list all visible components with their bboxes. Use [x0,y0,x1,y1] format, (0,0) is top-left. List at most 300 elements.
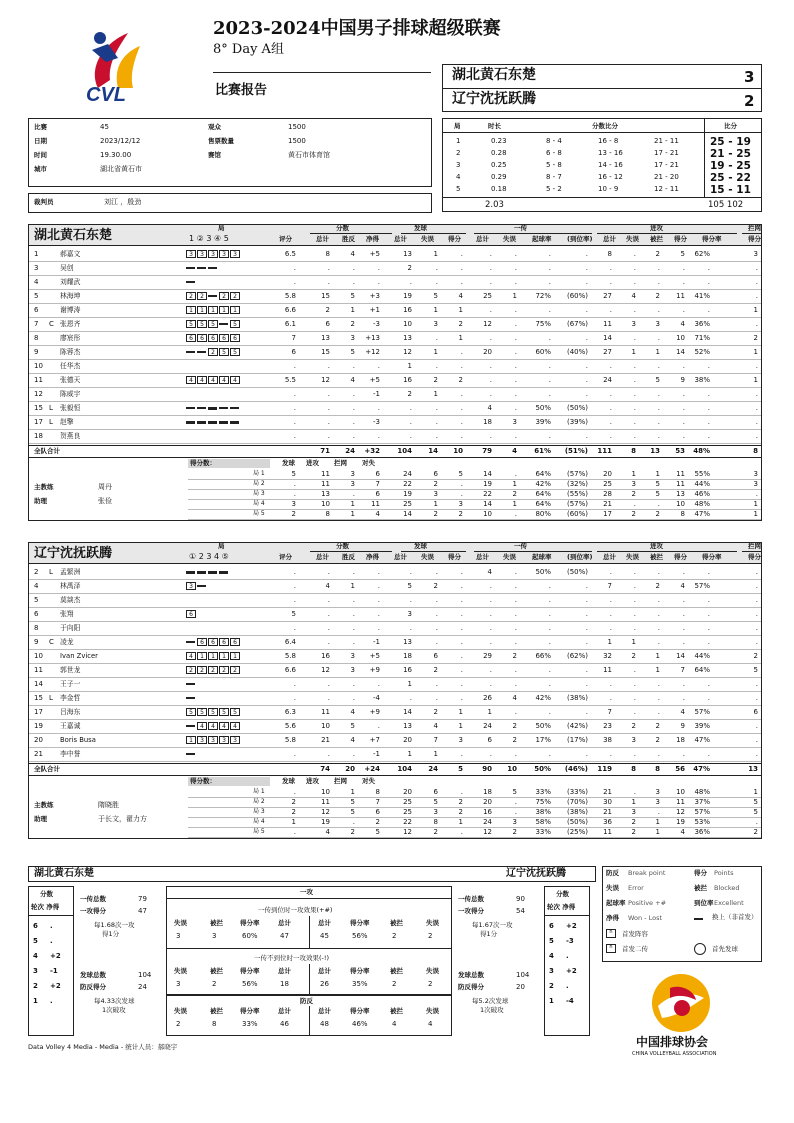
position-box: 1 [197,652,207,660]
bd-value: 14 [483,470,492,478]
stat-value: . [609,694,612,702]
player-number: 14 [34,680,43,688]
player-number: 11 [34,376,43,384]
stat-value: . [460,596,463,604]
stat-value: +9 [369,708,380,716]
rating: 7 [291,334,296,342]
stat-value: 14 [676,348,685,356]
legend-desc: 首先发球 [712,945,738,953]
stat-value: . [633,404,636,412]
stat-value: 39% [694,722,710,730]
rating: 5.6 [284,722,296,730]
position-box: 3 [230,250,240,258]
stat-value: 3 [350,666,355,674]
stat-value: . [435,568,438,576]
player-number: 17 [34,708,43,716]
bd-value: 3 [655,788,660,796]
stat-value: (67%) [566,320,588,328]
player-name: Boris Busa [60,736,96,744]
stat-value: . [707,362,710,370]
breakpoint-note: 每5.2次发球 [472,997,509,1005]
player-number: 8 [34,624,39,632]
stat-value: 2 [631,722,636,730]
team-total-value: 24 [428,765,438,773]
serve-total-label: 发球总数 [80,971,106,979]
team-total-value: 71 [320,447,330,455]
stat-value: 38% [694,376,710,384]
stat-value: . [409,694,412,702]
stat-value: 3 [433,320,438,328]
head-coach-name: 隋晓胜 [98,801,119,809]
bd-value: 3 [631,480,636,488]
reception-header: 一传 [514,542,527,550]
stat-value: 13 [403,334,412,342]
stat-value: 2 [407,390,412,398]
stat-value: . [352,694,355,702]
stat-value: . [548,666,551,674]
stat-value: 1 [753,376,758,384]
info-value: 45 [100,123,109,131]
player-name: 贺燕良 [60,432,81,440]
set-duration: 0.28 [491,149,507,157]
bd-value: 2 [631,818,636,826]
stat-value: 1 [433,250,438,258]
stat-value: 2 [655,250,660,258]
position-box: 4 [219,376,229,384]
stat-value: . [514,596,517,604]
stat-value: 72% [535,292,551,300]
legend-desc: 首发阵容 [622,930,648,938]
info-label: 售票数量 [208,137,234,145]
bd-value: 3 [631,808,636,816]
stat-value: . [682,432,685,440]
stat-value: 1 [433,306,438,314]
efficiency-col: 得分率 [240,967,260,975]
stat-value: . [460,418,463,426]
stat-value: . [707,596,710,604]
stat-value: 1 [350,582,355,590]
efficiency-col: 总计 [278,967,291,975]
stat-value: (17%) [566,736,588,744]
partial-8: 5 - 8 [546,161,562,169]
total-points: 105 102 [708,200,744,210]
rating: . [293,432,296,440]
cva-name: 中国排球协会 [636,1035,709,1049]
stat-value: . [609,278,612,286]
bd-value: 22 [403,480,412,488]
stat-value: -1 [373,750,380,758]
team-total-value: 74 [320,765,330,773]
rotation-number: 3 [549,967,554,975]
stat-value: (38%) [566,694,588,702]
bd-value: (25%) [566,828,588,836]
stat-value: . [609,750,612,758]
stat-value: . [489,582,492,590]
serve-header: 发球 [414,542,427,550]
bd-value: 36 [603,818,612,826]
rating: 5 [291,610,296,618]
bd-value: 5 [655,480,660,488]
bd-serve: 3 [291,500,296,508]
stat-value: 2 [655,722,660,730]
assistant-name: 张俭 [98,497,112,505]
player-name: 张翔 [60,610,74,618]
stat-value: . [327,750,330,758]
team-total-value: 10 [453,447,463,455]
stat-value: 2 [753,334,758,342]
stat-value: 3 [753,250,758,258]
player-number: 8 [34,334,39,342]
serve-total-label: 发球总数 [458,971,484,979]
stat-value: +12 [365,348,380,356]
position-box: 3 [186,582,196,590]
stat-value: 2 [655,736,660,744]
rating: 6.1 [284,320,296,328]
set-score: 25 - 22 [710,172,751,184]
bd-attack: 10 [321,500,330,508]
position-box: 5 [197,708,207,716]
set-duration: 0.29 [491,173,507,181]
stat-value: -3 [373,320,380,328]
rating: . [293,404,296,412]
breakdown-header: 对失 [362,459,375,467]
bd-value: . [514,510,517,518]
stat-value: 11 [603,666,612,674]
rotation-number: 6 [33,922,38,930]
bd-attack: 13 [321,490,330,498]
bd-serve: . [293,828,296,836]
rotation-title: 分数 [40,890,53,898]
set-number: 3 [456,161,461,169]
stat-value: . [514,390,517,398]
stat-value: . [657,278,660,286]
score-col-header: 比分 [724,122,737,130]
stat-value: 4 [487,568,492,576]
bd-value: 12 [676,808,685,816]
bd-value: 20 [403,788,412,796]
stat-value: 13 [321,334,330,342]
stat-value: 1 [433,348,438,356]
stat-value: . [489,264,492,272]
stat-value: . [633,264,636,272]
partial-16: 16 - 12 [598,173,623,181]
points-by-set-label: 得分数： [188,459,270,468]
bd-value: 2 [512,490,517,498]
total-time: 2.03 [485,200,504,210]
stat-value: 4 [512,694,517,702]
efficiency-value: 46% [352,1020,368,1028]
rule [166,898,452,899]
stat-value: . [548,362,551,370]
bottom-away-name: 辽宁沈抚跃腾 [506,868,566,879]
bd-value: 19 [403,490,412,498]
stat-value: 36% [694,320,710,328]
stat-value: . [352,432,355,440]
team-total-value: 20 [345,765,355,773]
stat-value: . [657,306,660,314]
efficiency-value: 3 [176,980,181,988]
stat-value: +5 [369,250,380,258]
stat-value: . [585,638,588,646]
bd-value: 22 [483,490,492,498]
bd-value: 3 [655,798,660,806]
rotation-number: 2 [549,982,554,990]
breakdown-header: 拦网 [334,459,347,467]
position-box: 4 [208,376,218,384]
stat-value: . [489,278,492,286]
efficiency-value: 45 [320,932,329,940]
stat-value: 1 [753,306,758,314]
bd-value: 2 [512,828,517,836]
stat-value: 3 [350,652,355,660]
stat-value: . [755,638,758,646]
rotation-number: 4 [549,952,554,960]
stat-value: . [548,278,551,286]
bd-value: 2 [631,828,636,836]
legend-term: 到位率 [694,899,714,907]
bd-value: 1 [631,798,636,806]
stat-value: . [489,624,492,632]
player-number: 6 [34,610,39,618]
stat-value: 3 [512,418,517,426]
sideout-points: 47 [138,907,147,915]
stat-value: 6 [487,736,492,744]
position-box: 3 [230,736,240,744]
efficiency-value: 8 [212,1020,217,1028]
efficiency-col: 得分率 [240,919,260,927]
referee-box [28,193,432,213]
rotation-value: +2 [50,952,61,960]
stat-value: . [460,666,463,674]
player-name: 王子一 [60,680,81,688]
stat-value: 4 [350,250,355,258]
rating: . [293,362,296,370]
perfect-reception-title: 一传到位时一攻效果(+#) [258,906,333,914]
stat-value: 1 [607,638,612,646]
team-total-value: 24 [345,447,355,455]
efficiency-value: 56% [242,980,258,988]
stat-value: . [409,404,412,412]
rating: . [293,278,296,286]
stat-value: . [548,596,551,604]
stat-value: . [657,680,660,688]
bd-value: 25 [403,500,412,508]
stat-value: . [707,418,710,426]
position-box: 2 [219,666,229,674]
stat-value: . [327,568,330,576]
stat-value: 11 [676,292,685,300]
position-box: 2 [208,666,218,674]
bd-value: 44% [694,480,710,488]
position-box: 5 [219,348,229,356]
stat-value: . [548,708,551,716]
info-value: 2023/12/12 [100,137,141,145]
column-header: 总计 [316,553,329,561]
stat-value: . [707,390,710,398]
assistant-label: 助理 [34,815,47,823]
stat-value: 16 [403,376,412,384]
stat-value: 57% [694,708,710,716]
stat-value: . [489,610,492,618]
stat-value: . [409,418,412,426]
bd-value: 11 [676,480,685,488]
stat-value: . [460,694,463,702]
stat-value: +13 [365,334,380,342]
player-name: 吴创 [60,264,74,272]
player-number: 11 [34,666,43,674]
info-value: 黄石市体育馆 [288,151,330,159]
stat-value: . [609,362,612,370]
stat-value: 25 [483,292,492,300]
legend-desc: Excellent [714,899,744,907]
stat-value: . [633,666,636,674]
column-header: 评分 [279,235,292,243]
stat-value: . [460,404,463,412]
stat-value: . [682,278,685,286]
stat-value: . [633,376,636,384]
bd-block: 2 [350,828,355,836]
stat-value: 1 [407,680,412,688]
stat-value: . [755,568,758,576]
bd-value: 25 [403,808,412,816]
stat-value: . [585,582,588,590]
stat-value: 47% [694,736,710,744]
position-box: 3 [197,250,207,258]
team-total-value: 14 [428,447,438,455]
rotation-value: -3 [566,937,574,945]
stat-value: 2 [512,722,517,730]
column-header: 失误 [626,235,639,243]
stat-value: . [585,362,588,370]
match-title: 2023-2024中国男子排球超级联赛 [213,18,501,39]
stat-value: 57% [694,582,710,590]
stat-value: 2 [655,292,660,300]
info-label: 观众 [208,123,221,131]
bd-value: 42% [535,480,551,488]
stat-value: 24 [603,376,612,384]
bd-value: 2 [458,510,463,518]
column-header: 总计 [394,553,407,561]
stat-value: . [489,432,492,440]
stat-value: 75% [535,320,551,328]
position-box: 5 [186,708,196,716]
reception-total: 90 [516,895,525,903]
stat-value: 10 [403,320,412,328]
bd-value: 36% [694,828,710,836]
stat-value: . [682,750,685,758]
efficiency-value: 4 [392,1020,397,1028]
breakpoint-points-label: 防反得分 [458,983,484,991]
bd-value: 48% [694,788,710,796]
player-number: 15 [34,694,43,702]
stat-value: . [609,596,612,604]
stat-value: . [682,264,685,272]
stat-value: . [352,596,355,604]
bd-value: 33% [535,828,551,836]
stat-value: . [755,736,758,744]
stat-value: 4 [680,320,685,328]
bd-value: 14 [483,500,492,508]
team-total-value: 5 [458,765,463,773]
breakdown-header: 拦网 [334,777,347,785]
stat-value: 2 [458,376,463,384]
stat-value: . [682,680,685,688]
partial-16: 10 - 9 [598,185,619,193]
partial-21: 21 - 11 [654,137,679,145]
stat-value: . [352,362,355,370]
bd-value: 80% [535,510,551,518]
stat-value: 7 [433,736,438,744]
stat-value: 32 [603,652,612,660]
column-header: 得分 [748,235,761,243]
rating: . [293,568,296,576]
info-label: 城市 [34,165,47,173]
bd-value: 2 [433,828,438,836]
stat-value: . [435,418,438,426]
stat-value: . [352,568,355,576]
stat-value: 1 [631,348,636,356]
player-number: 2 [34,568,39,576]
stat-value: 60% [535,348,551,356]
team-total-value: 8 [753,447,758,455]
serve-total: 104 [516,971,530,979]
stat-value: (60%) [566,292,588,300]
bd-value: 3 [512,818,517,826]
bd-value: 8 [680,510,685,518]
stat-value: . [633,306,636,314]
bd-value: 11 [603,828,612,836]
position-box: 2 [186,666,196,674]
bd-value: . [514,470,517,478]
set-score: 15 - 11 [710,184,751,196]
team-total-value: +32 [364,447,380,455]
stat-value: . [460,610,463,618]
stat-value: 1 [655,666,660,674]
stat-value: 10 [676,334,685,342]
rating: 5.8 [284,652,296,660]
position-box: 3 [208,250,218,258]
stat-value: . [657,418,660,426]
bd-serve: 2 [291,510,296,518]
player-name: 李金哲 [60,694,81,702]
stat-value: 13 [403,250,412,258]
stat-value: . [755,694,758,702]
rating: 6.4 [284,638,296,646]
position-box: 3 [197,736,207,744]
column-header: 得分 [448,235,461,243]
sideout-note: 每1.68次一攻 [94,921,135,929]
stat-value: 18 [403,652,412,660]
stat-value: . [548,680,551,688]
stat-value: +5 [369,652,380,660]
stat-value: 21 [321,736,330,744]
match-day: 8° Day A组 [213,42,284,57]
bd-opp-error: 6 [375,470,380,478]
position-box: 1 [208,652,218,660]
column-header: 总计 [316,235,329,243]
stat-value: . [489,666,492,674]
stat-value: . [460,362,463,370]
stat-value: . [609,432,612,440]
set-score: 21 - 25 [710,148,751,160]
breakdown-set: 局 2 [253,798,265,805]
legend-term: 得分 [694,869,707,877]
rot-rule [544,915,590,916]
set-number: 4 [456,173,461,181]
position-box: 2 [197,292,207,300]
rotation-number: 2 [33,982,38,990]
stat-value: . [435,362,438,370]
